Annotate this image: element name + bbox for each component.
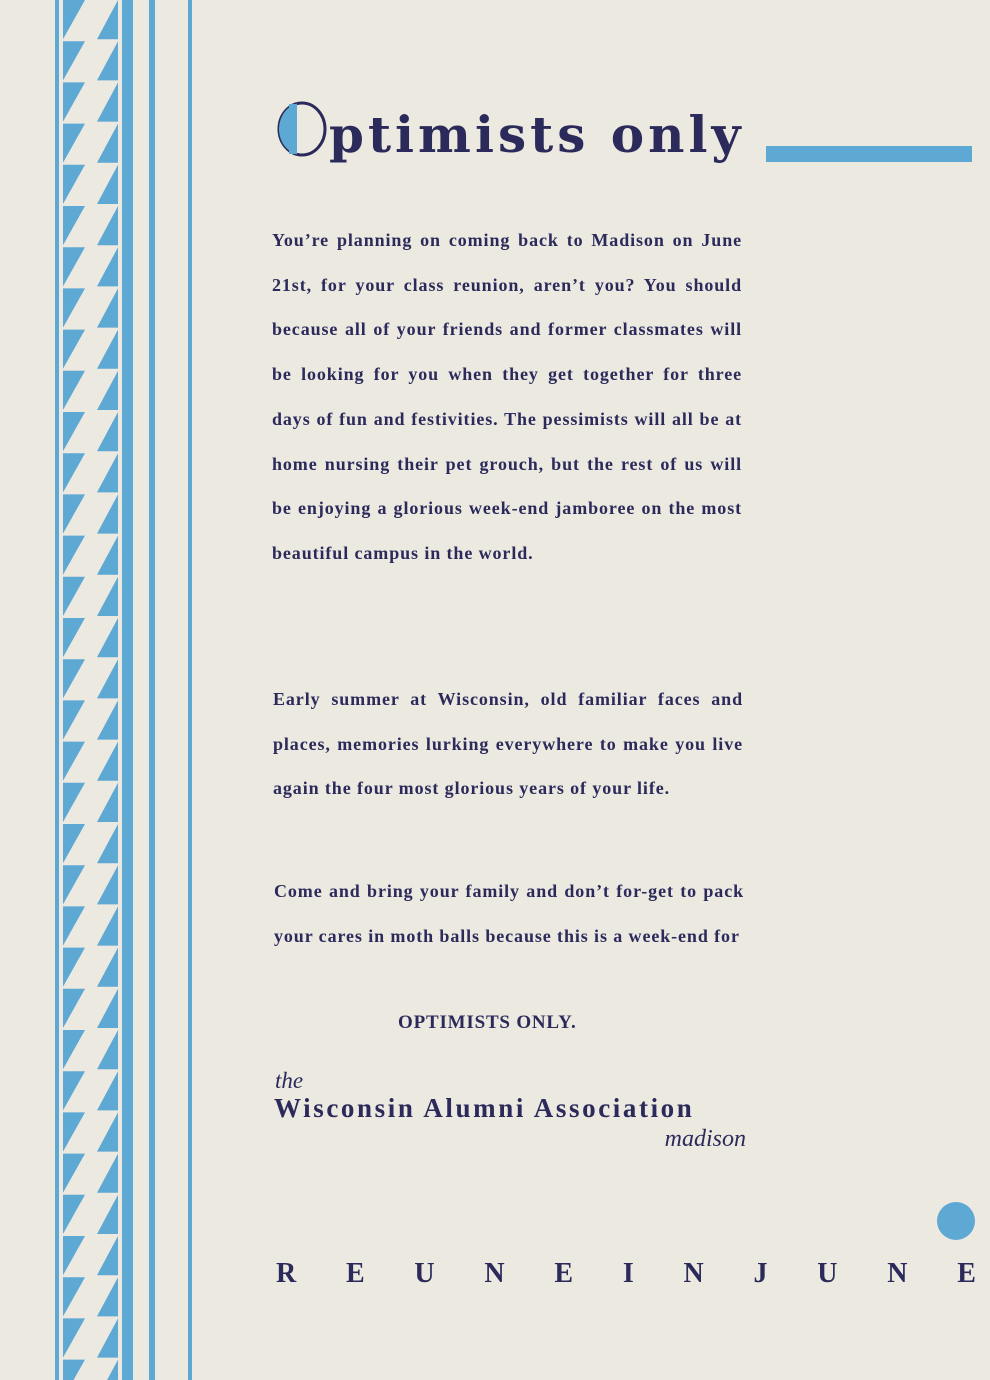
- border-triangle: [97, 41, 118, 80]
- border-triangle: [63, 783, 85, 822]
- border-triangle: [97, 742, 118, 781]
- title-rule: [766, 146, 972, 162]
- footer-letter: U: [817, 1258, 838, 1289]
- signature-prefix: the: [275, 1068, 304, 1093]
- border-triangle: [63, 1277, 85, 1316]
- border-triangle: [63, 1030, 85, 1069]
- border-triangle: [97, 1071, 118, 1110]
- border-triangle: [63, 1195, 85, 1234]
- border-triangle: [97, 577, 118, 616]
- border-triangle: [97, 1154, 118, 1193]
- footer-letter: N: [683, 1258, 704, 1289]
- border-triangle: [63, 494, 85, 533]
- border-triangle: [63, 1360, 85, 1380]
- border-triangle: [63, 948, 85, 987]
- border-triangle: [97, 783, 118, 822]
- border-triangle: [97, 948, 118, 987]
- border-triangle: [97, 124, 118, 163]
- border-triangle: [63, 0, 85, 39]
- border-stripe: [55, 0, 59, 1380]
- border-triangle: [63, 247, 85, 286]
- border-triangle: [63, 989, 85, 1028]
- border-triangle: [63, 659, 85, 698]
- border-triangle: [97, 1318, 118, 1357]
- footer-slogan: [276, 1258, 976, 1290]
- border-triangle: [63, 330, 85, 369]
- border-triangle: [63, 82, 85, 121]
- border-triangle: [97, 206, 118, 245]
- footer-letter: E: [554, 1258, 574, 1289]
- border-triangle: [63, 124, 85, 163]
- border-triangle: [97, 906, 118, 945]
- border-triangle: [97, 330, 118, 369]
- border-triangle: [63, 1236, 85, 1275]
- border-triangle: [63, 41, 85, 80]
- footer-letter: R: [276, 1258, 297, 1289]
- border-triangle: [97, 288, 118, 327]
- border-triangle: [63, 165, 85, 204]
- paragraph-1: You’re planning on coming back to Madison on June 21st, for your class reunion, aren’t you? You should because all of your friends and former classmates will be looking for you when they get together for three days of fun and festivities. The pessimists will all be at home nursing their pet grouch, but the rest of us will be enjoying a glorious week-end jamboree on the most beautiful campus in the world.: [272, 230, 742, 563]
- border-triangle: [63, 288, 85, 327]
- footer-letter: I: [622, 1258, 634, 1289]
- border-triangle: [97, 412, 118, 451]
- paragraph-2: Early summer at Wisconsin, old familiar faces and places, memories lurking everywhere to make you live again the four most glorious years of your life.: [273, 689, 743, 799]
- border-stripe: [122, 0, 133, 1380]
- footer-letter: N: [484, 1258, 505, 1289]
- border-triangle: [63, 742, 85, 781]
- border-stripe: [188, 0, 192, 1380]
- footer-letter: U: [414, 1258, 435, 1289]
- border-triangle: [97, 494, 118, 533]
- border-triangle: [63, 206, 85, 245]
- border-stripe: [149, 0, 155, 1380]
- initial-o-icon: [275, 100, 327, 158]
- border-triangle: [63, 1154, 85, 1193]
- border-triangle: [97, 1360, 118, 1380]
- border-triangle: [63, 536, 85, 575]
- border-triangle: [97, 700, 118, 739]
- border-triangle: [63, 824, 85, 863]
- border-triangle: [63, 1112, 85, 1151]
- signature-name: Wisconsin Alumni Association: [274, 1093, 695, 1123]
- border-triangle: [97, 0, 118, 39]
- border-triangle: [63, 700, 85, 739]
- border-triangle: [97, 824, 118, 863]
- decorative-border: [0, 0, 210, 1380]
- border-triangle: [97, 989, 118, 1028]
- paragraph-3: Come and bring your family and don’t for-get to pack your cares in moth balls because this is a week-end for: [274, 881, 744, 946]
- footer-letter: J: [753, 1258, 768, 1289]
- closing-line: OPTIMISTS ONLY.: [398, 1012, 577, 1033]
- title-initial-o: [275, 100, 327, 158]
- border-triangle: [97, 1112, 118, 1151]
- border-triangle: [97, 371, 118, 410]
- border-triangle: [97, 618, 118, 657]
- border-triangle: [63, 1071, 85, 1110]
- border-triangle: [97, 1236, 118, 1275]
- border-triangle: [63, 371, 85, 410]
- border-triangle: [97, 865, 118, 904]
- border-triangle: [63, 1318, 85, 1357]
- border-triangle: [97, 165, 118, 204]
- border-triangle: [63, 618, 85, 657]
- footer-letter: N: [887, 1258, 908, 1289]
- page-title: [275, 100, 745, 164]
- border-triangle: [63, 412, 85, 451]
- border-triangle: [63, 906, 85, 945]
- border-triangle: [97, 1277, 118, 1316]
- border-triangle: [63, 865, 85, 904]
- border-triangle: [97, 453, 118, 492]
- border-triangle: [97, 1195, 118, 1234]
- border-triangle: [63, 453, 85, 492]
- title-text: ptimists only: [329, 105, 745, 164]
- border-triangle: [63, 577, 85, 616]
- border-triangle: [97, 82, 118, 121]
- signature-city: madison: [664, 1126, 746, 1152]
- border-triangle: [97, 247, 118, 286]
- border-triangle: [97, 1030, 118, 1069]
- border-triangle: [97, 536, 118, 575]
- decorative-dot: [937, 1202, 975, 1240]
- footer-letter: E: [957, 1258, 976, 1289]
- border-triangle: [97, 659, 118, 698]
- footer-letter: E: [345, 1258, 365, 1289]
